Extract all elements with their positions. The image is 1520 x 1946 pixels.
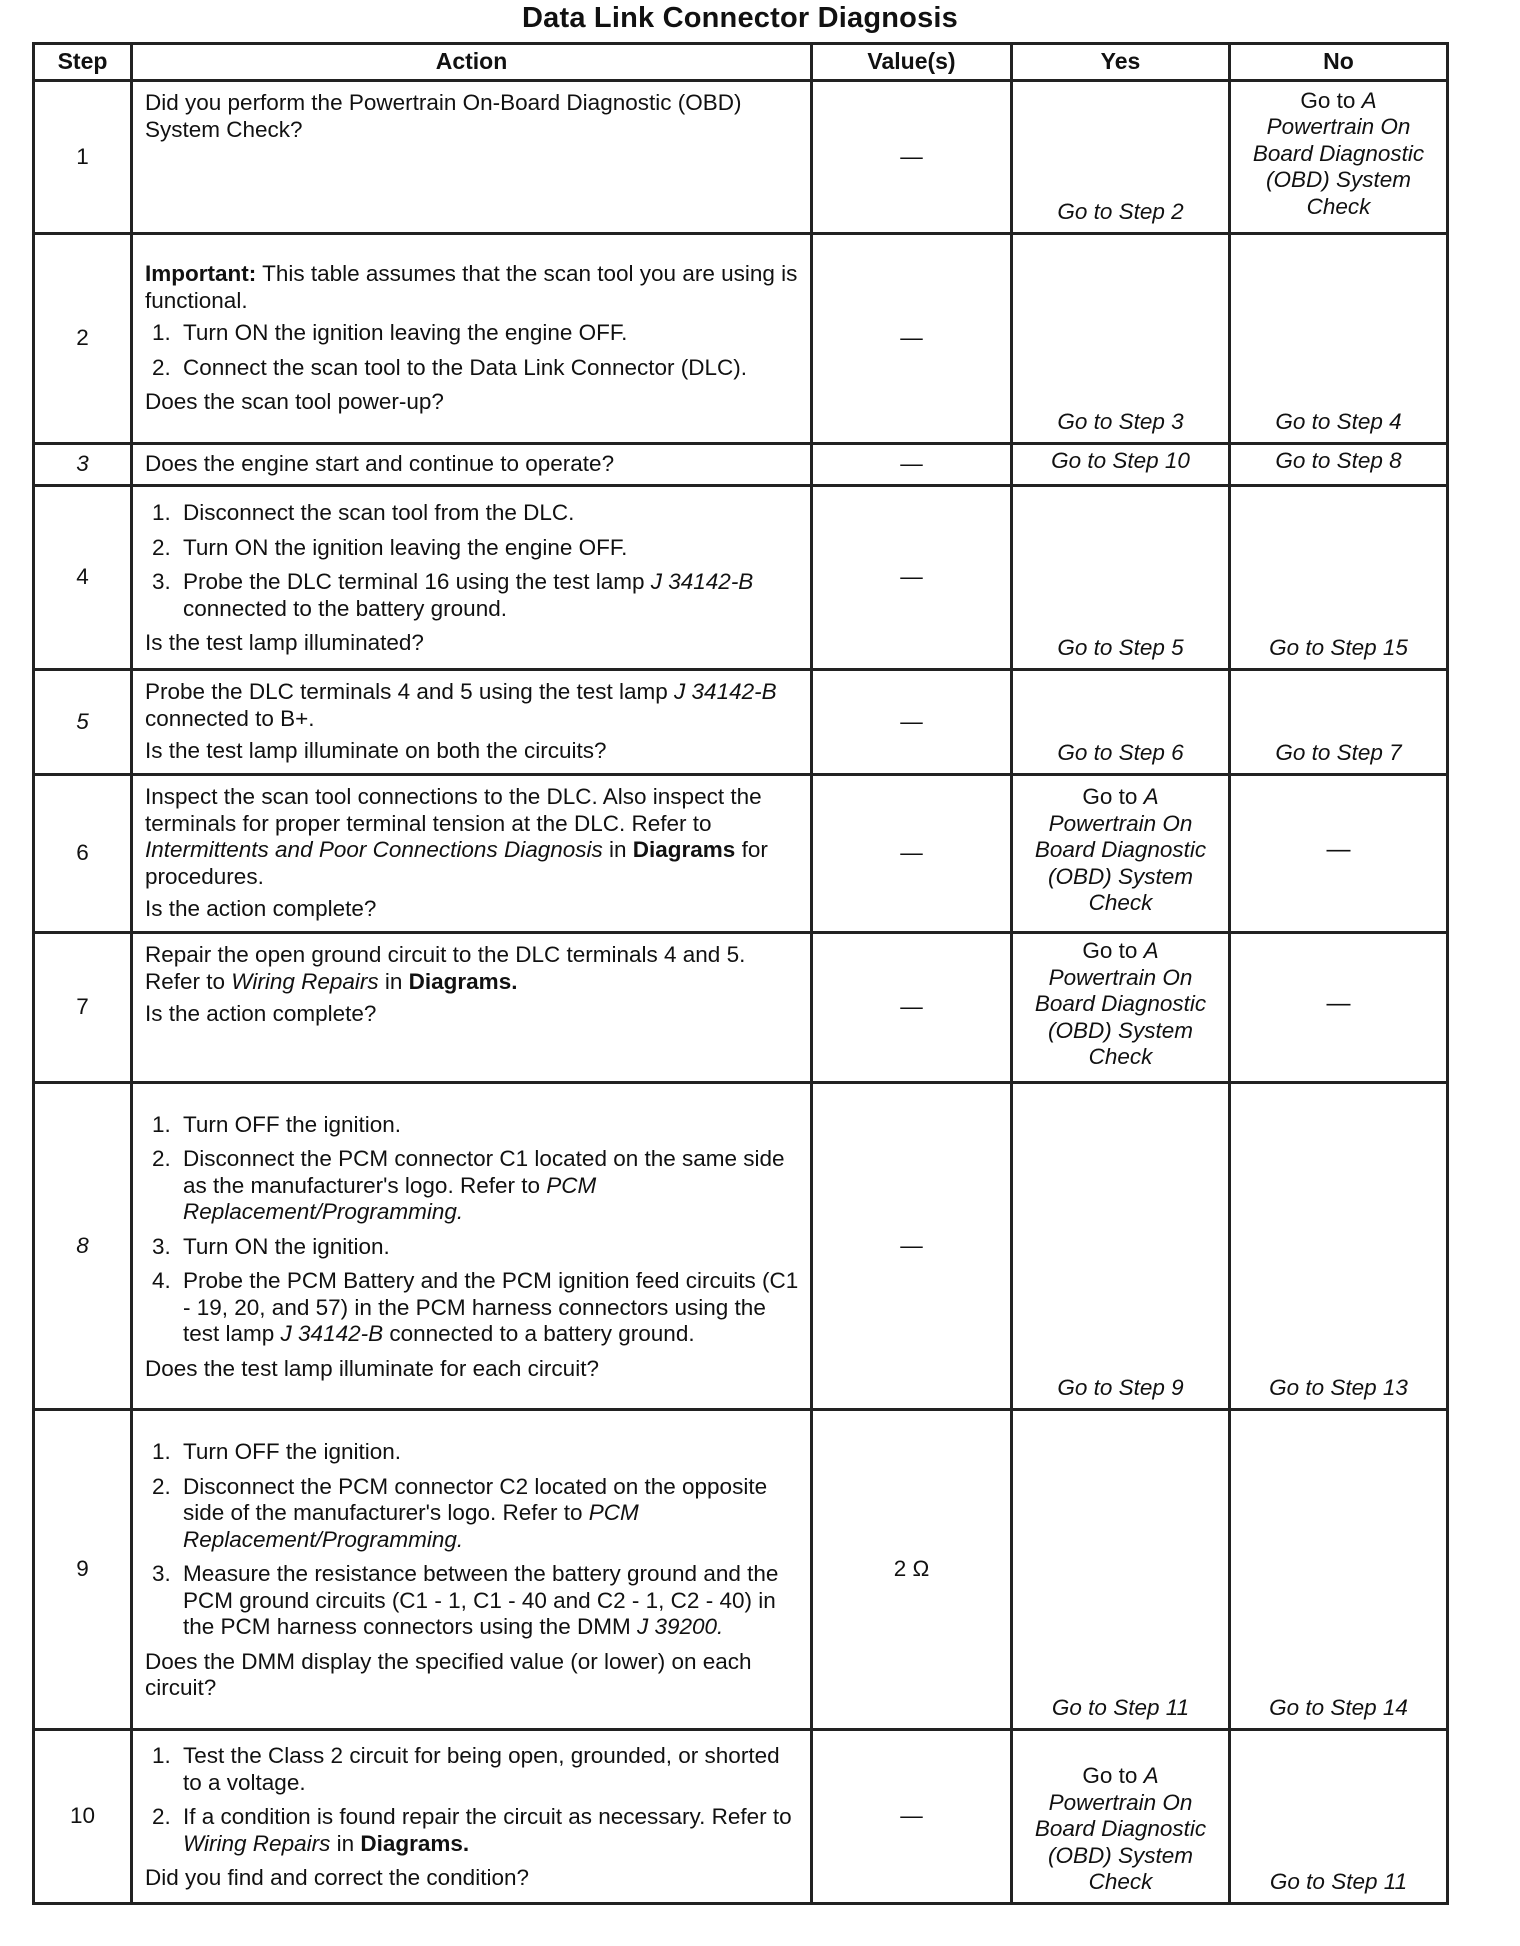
action-steps [145,320,800,381]
table-row [34,933,1448,1083]
yes-cell [1012,81,1230,234]
obd-check-link[interactable]: Go to A Powertrain On Board Diagnostic (OBD) System Check [1034,784,1207,916]
action-question: Did you find and correct the condition? [145,1865,529,1891]
step-number: 6 [34,775,132,933]
table-row [34,486,1448,670]
yes-link[interactable]: Go to Step 5 [1057,635,1184,661]
table-row [34,1083,1448,1410]
no-link[interactable]: Go to Step 15 [1269,635,1408,661]
action-steps [145,1112,800,1348]
action-cell [132,1410,812,1730]
list-item: 1. Disconnect the scan tool from the DLC. [177,500,800,527]
action-question: Does the test lamp illuminate for each circuit? [145,1355,599,1381]
action-cell [132,234,812,444]
action-cell [132,1083,812,1410]
page-title: Data Link Connector Diagnosis [521,2,959,34]
no-cell [1230,444,1448,486]
action-cell [132,933,812,1083]
action-question: Is the test lamp illuminate on both the circuits? [145,738,607,764]
yes-cell [1012,775,1230,933]
header-action: Action [132,44,812,81]
list-item: 1. Turn OFF the ignition. [177,1439,800,1466]
obd-check-link[interactable]: Go to A Powertrain On Board Diagnostic (OBD) System Check [1034,938,1207,1070]
action-cell [132,486,812,670]
diagnosis-table [32,42,1449,1905]
no-link[interactable]: Go to Step 14 [1269,1695,1408,1721]
action-cell [132,670,812,775]
header-no: No [1230,44,1448,81]
action-steps [145,1743,800,1857]
yes-cell [1012,670,1230,775]
action-text: Repair the open ground circuit to the DLC terminals 4 and 5. Refer to Wiring Repairs in Diagrams. [145,942,746,994]
no-cell [1230,486,1448,670]
yes-cell [1012,1730,1230,1904]
action-question: Did you perform the Powertrain On-Board Diagnostic (OBD) System Check? [145,90,742,142]
step-number: 3 [34,444,132,486]
value-cell: — [812,81,1012,234]
no-link[interactable]: Go to Step 11 [1269,1869,1408,1895]
action-steps [145,1439,800,1641]
action-question: Is the test lamp illuminated? [145,630,424,656]
step-number: 5 [34,670,132,775]
list-item: 2. Connect the scan tool to the Data Link Connector (DLC). [177,355,800,382]
action-cell [132,81,812,234]
action-text: Probe the DLC terminals 4 and 5 using the test lamp J 34142-B connected to B+. [145,679,777,731]
list-item: 2. Disconnect the PCM connector C1 located on the same side as the manufacturer's logo. Refer to PCM Replacement/Programming. [177,1146,800,1226]
list-item: 4. Probe the PCM Battery and the PCM ignition feed circuits (C1 - 19, 20, and 57) in the PCM harness connectors using the test lamp J 34142-B connected to a battery ground. [177,1268,800,1348]
value-cell: — [812,234,1012,444]
value-cell: — [812,775,1012,933]
list-item: 2. Disconnect the PCM connector C2 located on the opposite side of the manufacturer's logo. Refer to PCM Replacement/Programming. [177,1474,800,1554]
no-cell [1230,1410,1448,1730]
no-cell [1230,234,1448,444]
value-cell: — [812,670,1012,775]
value-cell: — [812,1730,1012,1904]
table-row [34,81,1448,234]
yes-cell [1012,1083,1230,1410]
value-cell: — [812,444,1012,486]
no-dash: — [1326,990,1351,1018]
table-row [34,1410,1448,1730]
list-item: 2. Turn ON the ignition leaving the engine OFF. [177,535,800,562]
no-link[interactable]: Go to Step 8 [1275,448,1402,474]
value-cell: — [812,486,1012,670]
value-cell: — [812,1083,1012,1410]
important-note: Important: This table assumes that the scan tool you are using is functional. [145,261,798,313]
step-number: 1 [34,81,132,234]
yes-link[interactable]: Go to Step 6 [1057,740,1184,766]
list-item: 1. Turn OFF the ignition. [177,1112,800,1139]
no-cell [1230,81,1448,234]
list-item: 3. Turn ON the ignition. [177,1234,800,1261]
table-row [34,670,1448,775]
value-cell: 2 Ω [812,1410,1012,1730]
no-cell [1230,1083,1448,1410]
yes-cell [1012,444,1230,486]
action-cell [132,1730,812,1904]
table-row [34,1730,1448,1904]
yes-link[interactable]: Go to Step 11 [1051,1695,1190,1721]
step-number: 4 [34,486,132,670]
value-cell: — [812,933,1012,1083]
step-number: 10 [34,1730,132,1904]
action-question: Does the engine start and continue to operate? [145,451,615,477]
no-cell [1230,933,1448,1083]
table-row [34,775,1448,933]
step-number: 9 [34,1410,132,1730]
no-cell [1230,775,1448,933]
no-dash: — [1326,836,1351,864]
table-row [34,234,1448,444]
yes-cell [1012,933,1230,1083]
yes-cell [1012,1410,1230,1730]
list-item: 1. Turn ON the ignition leaving the engine OFF. [177,320,800,347]
no-link[interactable]: Go to Step 4 [1275,409,1402,435]
list-item: 2. If a condition is found repair the circuit as necessary. Refer to Wiring Repairs in Diagrams. [177,1804,800,1857]
no-link[interactable]: Go to Step 7 [1275,740,1402,766]
action-steps [145,500,800,622]
step-number: 2 [34,234,132,444]
step-number: 8 [34,1083,132,1410]
action-question: Is the action complete? [145,1001,377,1027]
action-text: Inspect the scan tool connections to the DLC. Also inspect the terminals for proper terminal tension at the DLC. Refer to Intermittents and Poor Connections Diagnosis in Diagrams for procedures. [145,784,768,889]
action-cell [132,775,812,933]
action-question: Does the DMM display the specified value (or lower) on each circuit? [145,1648,752,1701]
list-item: 3. Measure the resistance between the battery ground and the PCM ground circuits (C1 - 1, C1 - 40 and C2 - 1, C2 - 40) in the PCM harness connectors using the DMM J 39200. [177,1561,800,1641]
yes-link[interactable]: Go to Step 9 [1057,1375,1184,1401]
obd-check-link[interactable]: Go to A Powertrain On Board Diagnostic (OBD) System Check [1252,87,1425,219]
yes-link[interactable]: Go to Step 3 [1057,409,1184,435]
yes-cell [1012,486,1230,670]
header-step: Step [34,44,132,81]
header-yes: Yes [1012,44,1230,81]
no-link[interactable]: Go to Step 13 [1269,1375,1408,1401]
action-cell [132,444,812,486]
header-row [34,44,1448,81]
header-value: Value(s) [812,44,1012,81]
table-row [34,444,1448,486]
obd-check-link[interactable]: Go to A Powertrain On Board Diagnostic (OBD) System Check [1034,1763,1207,1895]
action-question: Is the action complete? [145,896,377,922]
yes-cell [1012,234,1230,444]
list-item: 3. Probe the DLC terminal 16 using the test lamp J 34142-B connected to the battery ground. [177,569,800,622]
step-number: 7 [34,933,132,1083]
action-question: Does the scan tool power-up? [145,389,444,415]
no-cell [1230,1730,1448,1904]
yes-link[interactable]: Go to Step 2 [1057,199,1184,225]
yes-link[interactable]: Go to Step 10 [1051,448,1190,474]
list-item: 1. Test the Class 2 circuit for being open, grounded, or shorted to a voltage. [177,1743,800,1796]
no-cell [1230,670,1448,775]
